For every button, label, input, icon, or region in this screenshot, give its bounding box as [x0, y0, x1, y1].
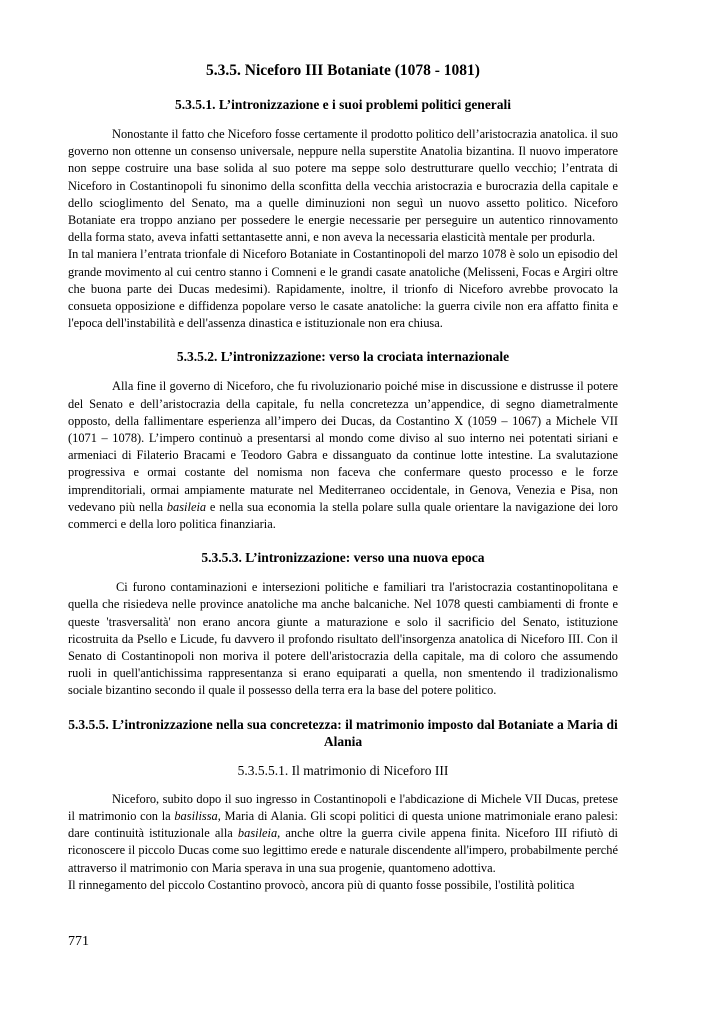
paragraph: Ci furono contaminazioni e intersezioni politiche e familiari tra l'aristocrazia costantinopolitana e quella che risiedeva nelle province anatoliche ma anche balcaniche. Nel 1078 questi cambiamenti di fronte e queste 'trasversalità' non erano ancora giunte a maturazione e solo il sacrificio del Senato, istituzione ricostruita da Psello e Licude, fu davvero il profondo risultato dell'insorgenza anatolica di Niceforo III. Con il Senato di Costantinopoli non moriva il potere dell'aristocrazia della capitale, ma di coloro che assumendo ruoli in quell'antichissima rappresentanza si erano equiparati a quella, non smentendo il tradizionalismo sociale bizantino secondo il quale il possesso della terra era la base del potere politico. [68, 580, 618, 698]
paragraph: Il rinnegamento del piccolo Costantino provocò, ancora più di quanto fosse possibile, l'ostilità politica [68, 877, 575, 892]
section-heading: 5.3.5.2. L’intronizzazione: verso la crociata internazionale [176, 349, 510, 365]
paragraph-text: , Maria di Alania. Gli scopi politici di questa unione matrimoniale erano palesi: dare continuità istituzionale alla [68, 808, 618, 841]
italic-term: basilissa [174, 808, 218, 823]
italic-term: basileia [237, 826, 278, 841]
section-heading: 5.3.5.1. L’intronizzazione e i suoi problemi politici generali [174, 97, 512, 112]
paragraph: Nonostante il fatto che Niceforo fosse certamente il prodotto politico dell’aristocrazia anatolica. il suo governo non ottenne un consenso universale, neppure nella superstite Anatolia bizantina. Il nuovo imperatore non seppe costruire una base solida al suo potere ma seppe solo destrutturare quello vecchio; l’entrata di Niceforo in Costantinopoli fu sinonimo della sconfitta della vecchia aristocrazia e burocrazia della capitale e dello scioglimento del Senato, ma a quelle diminuzioni non seguì un nuovo assetto politico. Niceforo Botaniate era troppo anziano per possedere le energie necessarie per perseguire un autentico rinnovamento della forma stato, aveva infatti settantasette anni, e non aveva la necessaria elasticità mentale per produrla. [68, 127, 618, 245]
subsection-heading: 5.3.5.5.1. Il matrimonio di Niceforo III [237, 762, 449, 778]
section-heading: 5.3.5.3. L’intronizzazione: verso una nuova epoca [201, 550, 485, 566]
paragraph: In tal maniera l’entrata trionfale di Niceforo Botaniate in Costantinopoli del marzo 1078 è solo un episodio del grande movimento al cui centro stanno i Comneni e le grandi casate anatoliche (Melisseni, Focas e Argiri oltre che buona parte dei Ducas medesimi). Rapidamente, inoltre, il trionfo di Niceforo avrebbe provocato la consueta opposizione e diffidenza popolare verso le casate anatoliche: la guerra civile non era affatto finita e l'epoca dell'instabilità e dell'assenza dinastica e istituzionale non era chiusa. [68, 247, 618, 331]
paragraph-text: Alla fine il governo di Niceforo, che fu rivoluzionario poiché mise in discussione e distrusse il potere del Senato e dell’aristocrazia della capitale, fu nella concretezza un’appendice, di segno diametralmente opposto, della fallimentare esperienza all’impero dei Ducas, da Costantino X (1059 – 1067) a Michele VII (1071 – 1078). L’impero continuò a presentarsi al mondo come diviso al suo interno nei potentati siriani e armeniaci di Filaterio Bracami e Teodoro Gabra e dissanguato da continue lotte intestine. La svalutazione progressiva e ormai costante del nomisma non faceva che confermare questo processo e le forze imprenditoriali, ormai ampiamente maturate nel Mediterraneo occidentale, in Genova, Venezia e Pisa, non vedevano più nella [68, 379, 618, 514]
section-1 [68, 96, 618, 332]
page-title: 5.3.5. Niceforo III Botaniate (1078 - 1081) [206, 62, 480, 79]
section-3 [68, 549, 618, 699]
page-number: 771 [68, 934, 89, 949]
paragraph [68, 378, 618, 533]
section-4 [68, 716, 618, 894]
document-page [68, 62, 618, 910]
paragraph-text: Niceforo, subito dopo il suo ingresso in Costantinopoli e l'abdicazione di Michele VII Ducas, pretese il matrimonio con la [68, 791, 618, 823]
paragraph [68, 791, 618, 877]
paragraph-text: , anche oltre la guerra civile appena finita. Niceforo III rifiutò di riconoscere il piccolo Ducas come suo legittimo erede e naturale discendente all'impero, probabilmente perché attraverso il matrimonio con Maria sperava in una sua progenie, quantomeno adottiva. [68, 826, 618, 875]
section-2 [68, 348, 618, 533]
section-heading: 5.3.5.5. L’intronizzazione nella sua concretezza: il matrimonio imposto dal Botaniate a Maria di Alania [68, 716, 618, 749]
paragraph-text: e nella sua economia la stella polare sulla quale orientare la navigazione dei loro commerci e della loro politica finanziaria. [68, 499, 618, 532]
italic-term: basileia [166, 499, 207, 514]
